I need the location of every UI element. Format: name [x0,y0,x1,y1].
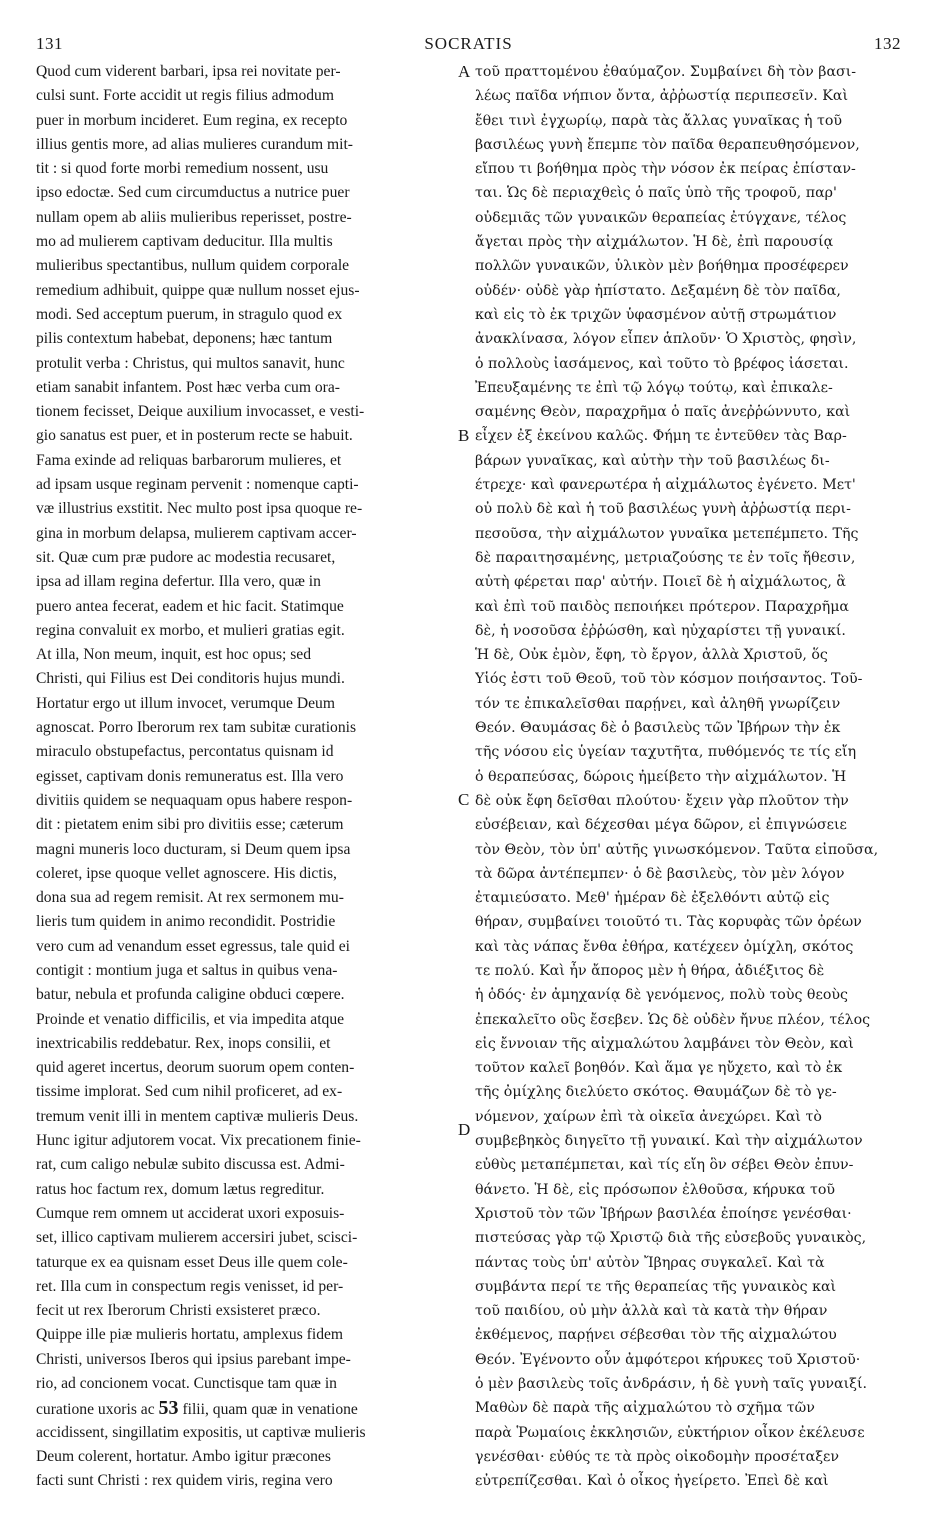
greek-text-line: ὁ θεραπεύσας, δώροις ἠμείβετο τὴν αἰχμάλωτον. Ἡ [475,768,847,785]
latin-text-line: protulit verba : Christus, qui multos sanavit, hunc [36,354,345,372]
page-number-left: 131 [36,34,63,53]
latin-text-line: etiam sanabit infantem. Post hæc verba cum ora- [36,378,340,396]
latin-text-line: mo ad mulierem captivam deducitur. Illa multis [36,233,333,251]
latin-text-line: accidissent, singillatim expositis, ut captivæ mulieris [36,1423,366,1441]
greek-text-line: Ἐπευξαμένης τε ἐπὶ τῷ λόγῳ τούτῳ, καὶ ἐπικαλε- [475,379,833,396]
greek-text-line: οὐδεμιᾶς τῶν γυναικῶν θεραπείας ἐτύγχανε, τέλος [475,209,847,226]
greek-text-line: τῆς ὀμίχλης διελύετο σκότος. Θαυμάζων δὲ τὸ γε- [475,1084,837,1101]
latin-text-line: egisset, captivam donis remuneratus est. Illa vero [36,767,344,785]
greek-text-line: τόν τε ἐπικαλεῖσθαι παρῄνει, καὶ ἀληθῆ γνωρίζειν [475,695,841,712]
latin-text-line: curatione uxoris ac 53 filii, quam quæ in venatione [36,1397,358,1420]
latin-text-line: quid ageret incertus, deorum suorum opem conten- [36,1059,355,1077]
latin-text-line: regina convaluit ex morbo, et mulieri gratias egit. [36,621,345,639]
greek-text-line: πολλῶν γυναικῶν, ὑλικὸν μὲν βοήθημα προσέφερεν [475,258,849,275]
greek-text-line: δὲ, ἡ νοσοῦσα ἐῤῥώσθη, καὶ ηὐχαρίστει τῇ γυναικί. [475,622,846,639]
greek-text-line: σαμένης Θεὸν, παραχρῆμα ὁ παῖς ἀνεῤῥώννυτο, καὶ [475,404,851,421]
latin-text-line: rio, ad concionem vocat. Cunctisque tam quæ in [36,1375,337,1393]
latin-text-line: tissime implorat. Sed cum nihil proficeret, ad ex- [36,1083,343,1101]
latin-text-line: gina in morbum delapsa, mulierem captivam accer- [36,524,357,542]
latin-text-line: At illa, Non meum, inquit, est hoc opus; sed [36,646,312,664]
latin-text-line: modi. Sed acceptum puerum, in stragulo quod ex [36,305,343,323]
latin-text-line: puero antea fecerat, eadem et hic facit. Statimque [36,597,344,615]
latin-text-line: Quippe ille piæ mulieris hortatu, amplexus fidem [36,1326,344,1344]
section-marker-d: D [458,1120,471,1139]
greek-text-line: τοῦ παιδίου, οὐ μὴν ἀλλὰ καὶ τὰ κατὰ τὴν θήραν [475,1303,828,1320]
greek-text-line: Θεόν. Ἐγένοντο οὖν ἀμφότεροι κήρυκες τοῦ Χριστοῦ· [475,1351,861,1368]
greek-text-line: ἔθει τινὶ ἐγχωρίῳ, παρὰ τὰς ἄλλας γυναῖκας ἡ τοῦ [475,112,843,129]
latin-text-line: vero cum ad venandum esset egressus, tale quid ei [36,937,350,955]
greek-text-line: καὶ εἰς τὸ ἐκ τριχῶν ὑφασμένον αὐτῇ στρωμάτιον [475,306,837,323]
greek-text-line: εἶχεν ἐξ ἐκείνου καλῶς. Φήμη τε ἐντεῦθεν τὰς Βαρ- [475,428,847,445]
latin-column [36,60,460,1494]
greek-text-line: Ἡ δὲ, Οὐκ ἐμὸν, ἔφη, τὸ ἔργον, ἀλλὰ Χριστοῦ, ὅς [475,647,828,664]
running-header [36,34,901,58]
latin-text-line: contigit : montium juga et saltus in quibus vena- [36,961,338,979]
latin-text-line: tremum venit illi in mentem captivæ mulieris Deus. [36,1107,359,1125]
latin-text-line: facti sunt Christi : rex quidem viris, regina vero [36,1472,333,1490]
greek-text-line: ἐπεκαλεῖτο οὓς ἔσεβεν. Ὡς δὲ οὐδὲν ἤνυε πλέον, τέλος [475,1011,871,1028]
latin-text-line: væ illustrius exstitit. Nec multo post ipsa quoque re- [36,500,363,518]
greek-text-line: παρὰ Ῥωμαίοις ἐκκλησιῶν, εὐκτήριον οἶκον ἐκέλευσε [475,1424,865,1441]
greek-text-line: θάνετο. Ἡ δὲ, εἰς πρόσωπον ἐλθοῦσα, κήρυκα τοῦ [475,1181,836,1198]
latin-text-line: dit : pietatem enim sibi pro divitiis esse; cæterum [36,816,344,834]
greek-text-line: ται. Ὡς δὲ περιαχθεὶς ὁ παῖς ὑπὸ τῆς τροφοῦ, παρ' [475,185,837,202]
greek-text-line: δὲ οὐκ ἔφη δεῖσθαι πλούτου· ἔχειν γὰρ πλοῦτον τὴν [475,792,849,809]
latin-text-line: taturque ex ea quisnam esset Deus ille quem cole- [36,1253,348,1271]
greek-text-line: θήραν, συμβαίνει τοιοῦτό τι. Τὰς κορυφὰς τῶν ὀρέων [475,914,862,931]
latin-text-line: magni muneris loco ducturam, si Deum quem ipsa [36,840,351,858]
latin-text-line: Deum colerent, hortatur. Ambo igitur præcones [36,1447,331,1465]
latin-text-line: Quod cum viderent barbari, ipsa rei novitate per- [36,63,341,80]
latin-text-line: puer in morbum incideret. Eum regina, ex recepto [36,111,348,129]
latin-text-line: Cumque rem omnem ut acciderat uxori exposuis- [36,1204,345,1222]
greek-text-line: πιστεύσας γὰρ τῷ Χριστῷ διὰ τῆς εὐσεβοῦς γυναικὸς, [475,1230,867,1247]
running-title: SOCRATIS [424,34,513,53]
greek-text-line: οὐδέν· οὐδὲ γὰρ ἠπίστατο. Δεξαμένη δὲ τὸν παῖδα, [475,282,841,299]
latin-text-line: pilis contextum habebat, deponens; hæc tantum [36,330,333,348]
latin-text-line: Hortatur ergo ut illum invocet, verumque Deum [36,694,335,712]
latin-text-line: Christi, qui Filius est Dei conditoris hujus mundi. [36,670,345,688]
greek-text-line: καὶ τὰς νάπας ἔνθα ἐθήρα, κατέχεεν ὀμίχλη, σκότος [475,938,854,955]
greek-text-line: τε πολύ. Καὶ ἦν ἄπορος μὲν ἡ θήρα, ἀδιέξιτος δὲ [475,962,825,979]
greek-text-line: εἴπου τι βοήθημα πρὸς τὴν νόσον ἐκ πείρας ἐπίσταν- [475,161,856,178]
greek-text-line: δὲ παραιτησαμένης, μετριαζούσης τε ἐν τοῖς ἤθεσιν, [475,549,856,566]
latin-text-line: nullam opem ab aliis mulieribus reperisset, postre- [36,208,352,226]
latin-text-line: fecit ut rex Iberorum Christi exsisteret præco. [36,1302,321,1320]
latin-text-line: ret. Illa cum in conspectum regis venisset, id per- [36,1277,344,1295]
greek-text-line: ἐταμιεύσατο. Μεθ' ἡμέραν δὲ ἐξελθόντι αὐτῷ εἰς [475,890,830,907]
greek-text-line: τοῦ πραττομένου ἐθαύμαζον. Συμβαίνει δὴ τὸν βασι- [475,64,857,80]
greek-text-line: ἀνακλίνασα, λόγον εἶπεν ἁπλοῦν· Ὁ Χριστὸς, φησὶν, [475,331,857,348]
page-number-right: 132 [874,34,901,53]
greek-text-line: συμβάντα περί τε τῆς θεραπείας τῆς γυναικὸς καὶ [475,1278,837,1295]
greek-text-line: ἄγεται πρὸς τὴν αἰχμάλωτον. Ἡ δὲ, ἐπὶ παρουσίᾳ [475,234,834,251]
greek-text-line: ὁ πολλοὺς ἰασάμενος, καὶ τοῦτο τὸ βρέφος ἰάσεται. [475,355,849,372]
latin-text-line: tit : si quod forte morbi remedium nossent, usu [36,160,329,178]
latin-text-line: gio sanatus est puer, et in posterum recte se habuit. [36,427,353,445]
greek-text-line: τῆς νόσου εἰς ὑγείαν ταχυτῆτα, πυθόμενός τε τίς εἴη [475,744,857,761]
latin-text-line: ad ipsam usque reginam pervenit : nomenque capti- [36,476,359,494]
latin-text-line: Christi, universos Iberos qui ipsius parebant impe- [36,1350,351,1368]
section-marker-a: A [458,62,471,81]
greek-text-line: βάρων γυναῖκας, καὶ αὐτὴν τὴν τοῦ βασιλέως δι- [475,452,830,469]
latin-text-line: culsi sunt. Forte accidit ut regis filius admodum [36,87,334,105]
greek-text-line: οὐ πολὺ δὲ καὶ ἡ τοῦ βασιλέως γυνὴ ἀῤῥωστίᾳ περι- [475,501,851,518]
latin-text-line-tail: filii, quam quæ in venatione [182,1401,358,1419]
greek-text-line: Μαθὼν δὲ παρὰ τῆς αἰχμαλώτου τὸ σχῆμα τῶν [475,1400,815,1417]
page-mark: 53 [158,1397,179,1420]
section-marker-b: B [458,426,470,445]
greek-text-line: Χριστοῦ τὸν τῶν Ἰβήρων βασιλέα ἐποίησε γενέσθαι· [475,1205,852,1222]
greek-text-line: Θεόν. Θαυμάσας δὲ ὁ βασιλεὺς τῶν Ἰβήρων τὴν ἐκ [475,720,841,737]
latin-text-line: ratus hoc factum rex, domum lætus regreditur. [36,1180,325,1198]
greek-text-line: εὐθὺς μεταπέμπεται, καὶ τίς εἴη ὃν σέβει Θεὸν ἐπυν- [475,1157,854,1174]
latin-text-line: Fama exinde ad reliquas barbarorum mulieres, et [36,451,342,469]
latin-text-line: ipsa ad illam regina defertur. Illa vero, quæ in [36,573,321,591]
greek-text-line: έτρεχε· καὶ φανερωτέρα ἡ αἰχμάλωτος ἐγένετο. Μετ' [475,477,856,494]
greek-text-line: ἐκθέμενος, παρῄνει σέβεσθαι τὸν τῆς αἰχμαλώτου [475,1327,837,1344]
latin-text-line: set, illico captivam mulierem accersiri jubet, sciscі- [36,1229,358,1247]
greek-text-line: τὰ δῶρα ἀντέπεμπεν· ὁ δὲ βασιλεὺς, τὸν μὲν λόγον [475,865,845,882]
greek-text-line: πάντας τοὺς ὑπ' αὐτὸν Ἴβηρας συγκαλεῖ. Καὶ τὰ [475,1254,825,1271]
greek-text-line: λέως παῖδα νήπιον ὄντα, ἀῤῥωστίᾳ περιπεσεῖν. Καὶ [475,88,849,105]
latin-text-line: mulieribus spectantibus, nullum quidem corporale [36,257,350,275]
greek-text-line: τοῦτον καλεῖ βοηθόν. Καὶ ἅμα γε ηὔχετο, καὶ τὸ ἐκ [475,1060,843,1077]
greek-text-line: εὐσέβειαν, καὶ δέχεσθαι μέγα δῶρον, εἰ ἐπιγνώσειε [475,817,847,834]
latin-text-line: divitiis quidem se nequaquam opus habere respon- [36,791,353,809]
latin-text-line: inextricabilis reddebatur. Rex, inops consilii, et [36,1034,331,1052]
latin-text-line: agnoscat. Porro Iberorum rex tam subitæ curationis [36,719,357,737]
latin-text-line: illius gentis more, ad alias mulieres curandum mit- [36,135,353,153]
latin-text-line: Proinde et venatio difficilis, et via impedita atque [36,1010,345,1028]
section-marker-c: C [458,790,470,809]
greek-text-line: εἰς ἔννοιαν τῆς αἰχμαλώτου λαμβάνει τὸν Θεὸν, καὶ [475,1035,854,1052]
greek-text-line: ἡ ὁδός· ἐν ἀμηχανίᾳ δὲ γενόμενος, πολὺ τοὺς θεοὺς [475,987,848,1004]
latin-text-line: batur, nebula et profunda caligine obduci cœpere. [36,986,345,1004]
latin-text-line: remedium adhibuit, quippe quæ nullum nosset ejus- [36,281,360,299]
greek-text-line: βασιλέως γυνὴ ἔπεμπε τὸν παῖδα θεραπευθησόμενον, [475,136,860,153]
greek-text-line: Υἱός ἐστι τοῦ Θεοῦ, τοῦ τὸν κόσμον ποιήσαντος. Τοῦ- [475,671,863,688]
greek-text-line: αὐτὴ φέρεται παρ' αὐτήν. Ποιεῖ δὲ ἡ αἰχμάλωτος, ἃ [475,574,847,591]
latin-text-line: miraculo obstupefactus, percontatus quisnam id [36,743,334,761]
latin-text-line: lieris tum quidem in animo recondidit. Postridie [36,913,336,931]
latin-text-line: rat, cum caligo nebulæ subito discussa est. Admi- [36,1156,345,1174]
latin-text-line: coleret, ipse quoque vellet agnoscere. His dictis, [36,864,337,882]
greek-column [475,60,901,1494]
latin-text-line: ipso edoctæ. Sed cum circumductus a nutrice puer [36,184,350,202]
greek-text-line: γενέσθαι· εὐθύς τε τὰ πρὸς οἰκοδομὴν προσέταξεν [475,1448,840,1465]
greek-text-line: συμβεβηκὸς διηγεῖτο τῇ γυναικί. Καὶ τὴν αἰχμάλωτον [475,1133,863,1150]
greek-text-line: ὁ μὲν βασιλεὺς τοῖς ἀνδράσιν, ἡ δὲ γυνὴ ταῖς γυναιξί. [475,1376,868,1393]
latin-text-line: tionem fecisset, Deique auxilium invocasset, e vesti- [36,403,365,421]
greek-text-line: πεσοῦσα, τὴν αἰχμάλωτον γυναῖκα μετεπέμπετο. Τῆς [475,525,859,542]
latin-text-line: Hunc igitur adjutorem vocat. Vix precationem finie- [36,1132,361,1150]
greek-text-line: εὐτρεπίζεσθαι. Καὶ ὁ οἶκος ἠγείρετο. Ἐπεὶ δὲ καὶ [475,1473,829,1490]
greek-text-line: καὶ ἐπὶ τοῦ παιδὸς πεποιήκει πρότερον. Παραχρῆμα [475,598,850,615]
latin-text-line: sit. Quæ cum præ pudore ac modestia recusaret, [36,548,336,566]
latin-text-line: dona sua ad regem remisit. At rex sermonem mu- [36,889,344,907]
greek-text-line: νόμενον, χαίρων ἐπὶ τὰ οἰκεῖα ἀνεχώρει. Καὶ τὸ [475,1108,822,1125]
greek-text-line: τὸν Θεὸν, τὸν ὑπ' αὐτῆς γινωσκόμενον. Ταῦτα εἰποῦσα, [475,841,879,858]
